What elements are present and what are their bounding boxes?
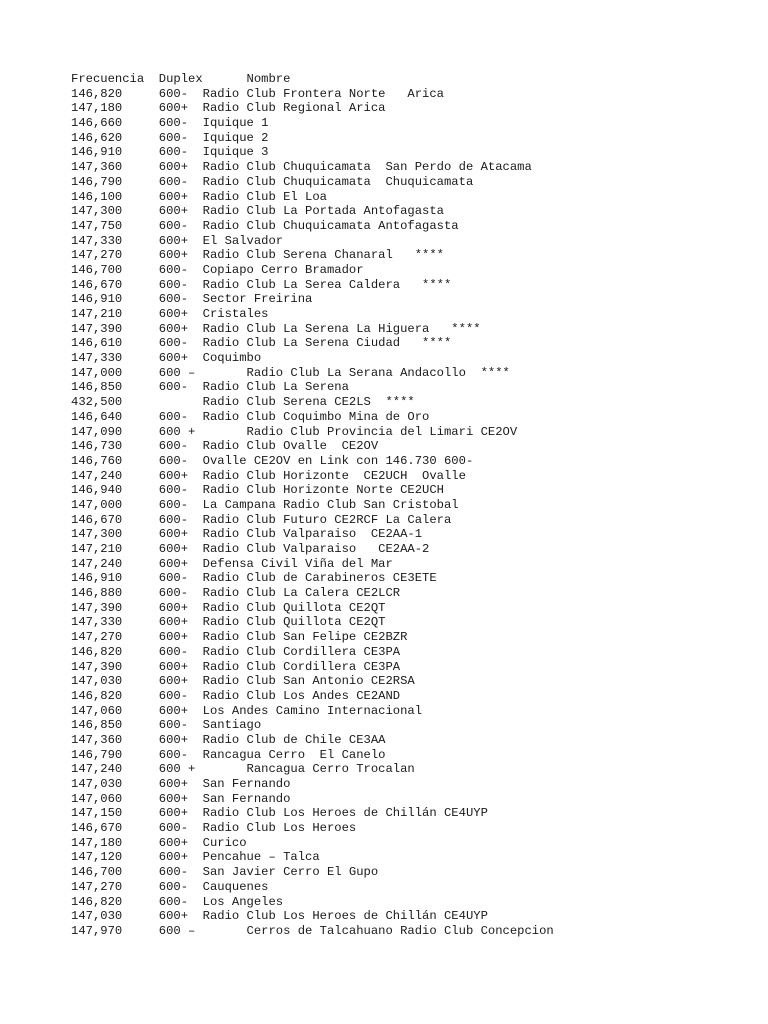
table-row: 146,610 600- Radio Club La Serena Ciudad **** <box>71 336 452 351</box>
table-row: 146,670 600- Radio Club Los Heroes <box>71 821 357 836</box>
table-row: 147,060 600+ Los Andes Camino Internacional <box>71 703 423 718</box>
table-row: 146,820 600- Radio Club Los Andes CE2AND <box>71 688 401 703</box>
table-row: 146,850 600- Santiago <box>71 718 262 733</box>
table-row: 147,240 600+ Defensa Civil Viña del Mar <box>71 556 393 571</box>
table-row: 146,820 600- Radio Club Frontera Norte Arica <box>71 86 444 101</box>
table-row: 146,910 600- Radio Club de Carabineros CE3ETE <box>71 571 437 586</box>
table-row: 147,330 600+ Coquimbo <box>71 351 262 366</box>
table-row: 147,270 600+ Radio Club San Felipe CE2BZR <box>71 630 408 645</box>
table-row: 147,210 600+ Radio Club Valparaiso CE2AA-2 <box>71 542 430 556</box>
table-row: 146,790 600- Rancagua Cerro El Canelo <box>71 747 386 762</box>
table-row: 146,640 600- Radio Club Coquimbo Mina de Oro <box>71 409 430 424</box>
table-row: 147,000 600- La Campana Radio Club San Cristobal <box>71 497 459 512</box>
table-row: 146,700 600- Copiapo Cerro Bramador <box>71 262 364 277</box>
table-row: 146,820 600- Los Angeles <box>71 894 284 909</box>
table-row: 146,790 600- Radio Club Chuquicamata Chuquicamata <box>71 174 474 189</box>
table-row: 147,330 600+ Radio Club Quillota CE2QT <box>71 615 386 630</box>
table-row: 146,940 600- Radio Club Horizonte Norte CE2UCH <box>71 483 444 498</box>
table-row: 146,730 600- Radio Club Ovalle CE2OV <box>71 439 379 454</box>
table-row: 147,270 600+ Radio Club Serena Chanaral **** <box>71 248 444 263</box>
table-row: 146,880 600- Radio Club La Calera CE2LCR <box>71 586 401 601</box>
table-row: 147,300 600+ Radio Club La Portada Antofagasta <box>71 204 444 219</box>
table-row: 147,750 600- Radio Club Chuquicamata Antofagasta <box>71 218 459 233</box>
table-row: 147,150 600+ Radio Club Los Heroes de Chillán CE4UYP <box>71 806 488 821</box>
table-row: 147,330 600+ El Salvador <box>71 233 284 248</box>
table-row: 146,660 600- Iquique 1 <box>71 116 269 131</box>
table-row: 147,970 600 – Cerros de Talcahuano Radio Club Concepcion <box>71 923 554 938</box>
table-row: 147,210 600+ Cristales <box>71 307 269 321</box>
table-row: 147,180 600+ Curico <box>71 835 247 850</box>
table-row: 147,240 600 + Rancagua Cerro Trocalan <box>71 762 415 777</box>
table-row: 147,090 600 + Radio Club Provincia del Limari CE2OV <box>71 424 518 439</box>
table-row: 147,030 600+ Radio Club San Antonio CE2RSA <box>71 674 415 689</box>
table-row: 147,390 600+ Radio Club Quillota CE2QT <box>71 600 386 615</box>
table-row: 147,300 600+ Radio Club Valparaiso CE2AA-1 <box>71 527 423 542</box>
table-row: 146,760 600- Ovalle CE2OV en Link con 146.730 600- <box>71 453 474 468</box>
table-row: 146,910 600- Sector Freirina <box>71 292 313 307</box>
table-row: 146,910 600- Iquique 3 <box>71 145 269 160</box>
table-row: 147,030 600+ Radio Club Los Heroes de Chillán CE4UYP <box>71 909 488 924</box>
repeater-list <box>71 87 751 939</box>
table-row: 147,390 600+ Radio Club Cordillera CE3PA <box>71 659 401 674</box>
table-row: 147,120 600+ Pencahue – Talca <box>71 850 320 865</box>
table-row: 146,670 600- Radio Club Futuro CE2RCF La Calera <box>71 512 452 527</box>
table-row: 432,500 Radio Club Serena CE2LS **** <box>71 395 415 410</box>
table-row: 147,360 600+ Radio Club de Chile CE3AA <box>71 732 386 747</box>
table-row: 146,670 600- Radio Club La Serea Caldera **** <box>71 277 452 292</box>
table-row: 147,360 600+ Radio Club Chuquicamata San Perdo de Atacama <box>71 160 532 175</box>
table-row: 146,100 600+ Radio Club El Loa <box>71 189 327 204</box>
table-row: 147,030 600+ San Fernando <box>71 777 291 791</box>
table-row: 146,820 600- Radio Club Cordillera CE3PA <box>71 644 401 659</box>
table-row: 147,270 600- Cauquenes <box>71 879 269 894</box>
table-row: 147,060 600+ San Fernando <box>71 791 291 806</box>
table-header: Frecuencia Duplex Nombre <box>71 72 291 86</box>
table-row: 147,180 600+ Radio Club Regional Arica <box>71 101 386 116</box>
table-row: 147,000 600 – Radio Club La Serana Andacollo **** <box>71 365 510 380</box>
table-row: 146,620 600- Iquique 2 <box>71 130 269 145</box>
table-row: 146,850 600- Radio Club La Serena <box>71 380 349 395</box>
table-row: 147,390 600+ Radio Club La Serena La Higuera **** <box>71 321 481 336</box>
document-page <box>71 72 751 939</box>
table-row: 147,240 600+ Radio Club Horizonte CE2UCH Ovalle <box>71 468 466 483</box>
table-row: 146,700 600- San Javier Cerro El Gupo <box>71 865 379 880</box>
